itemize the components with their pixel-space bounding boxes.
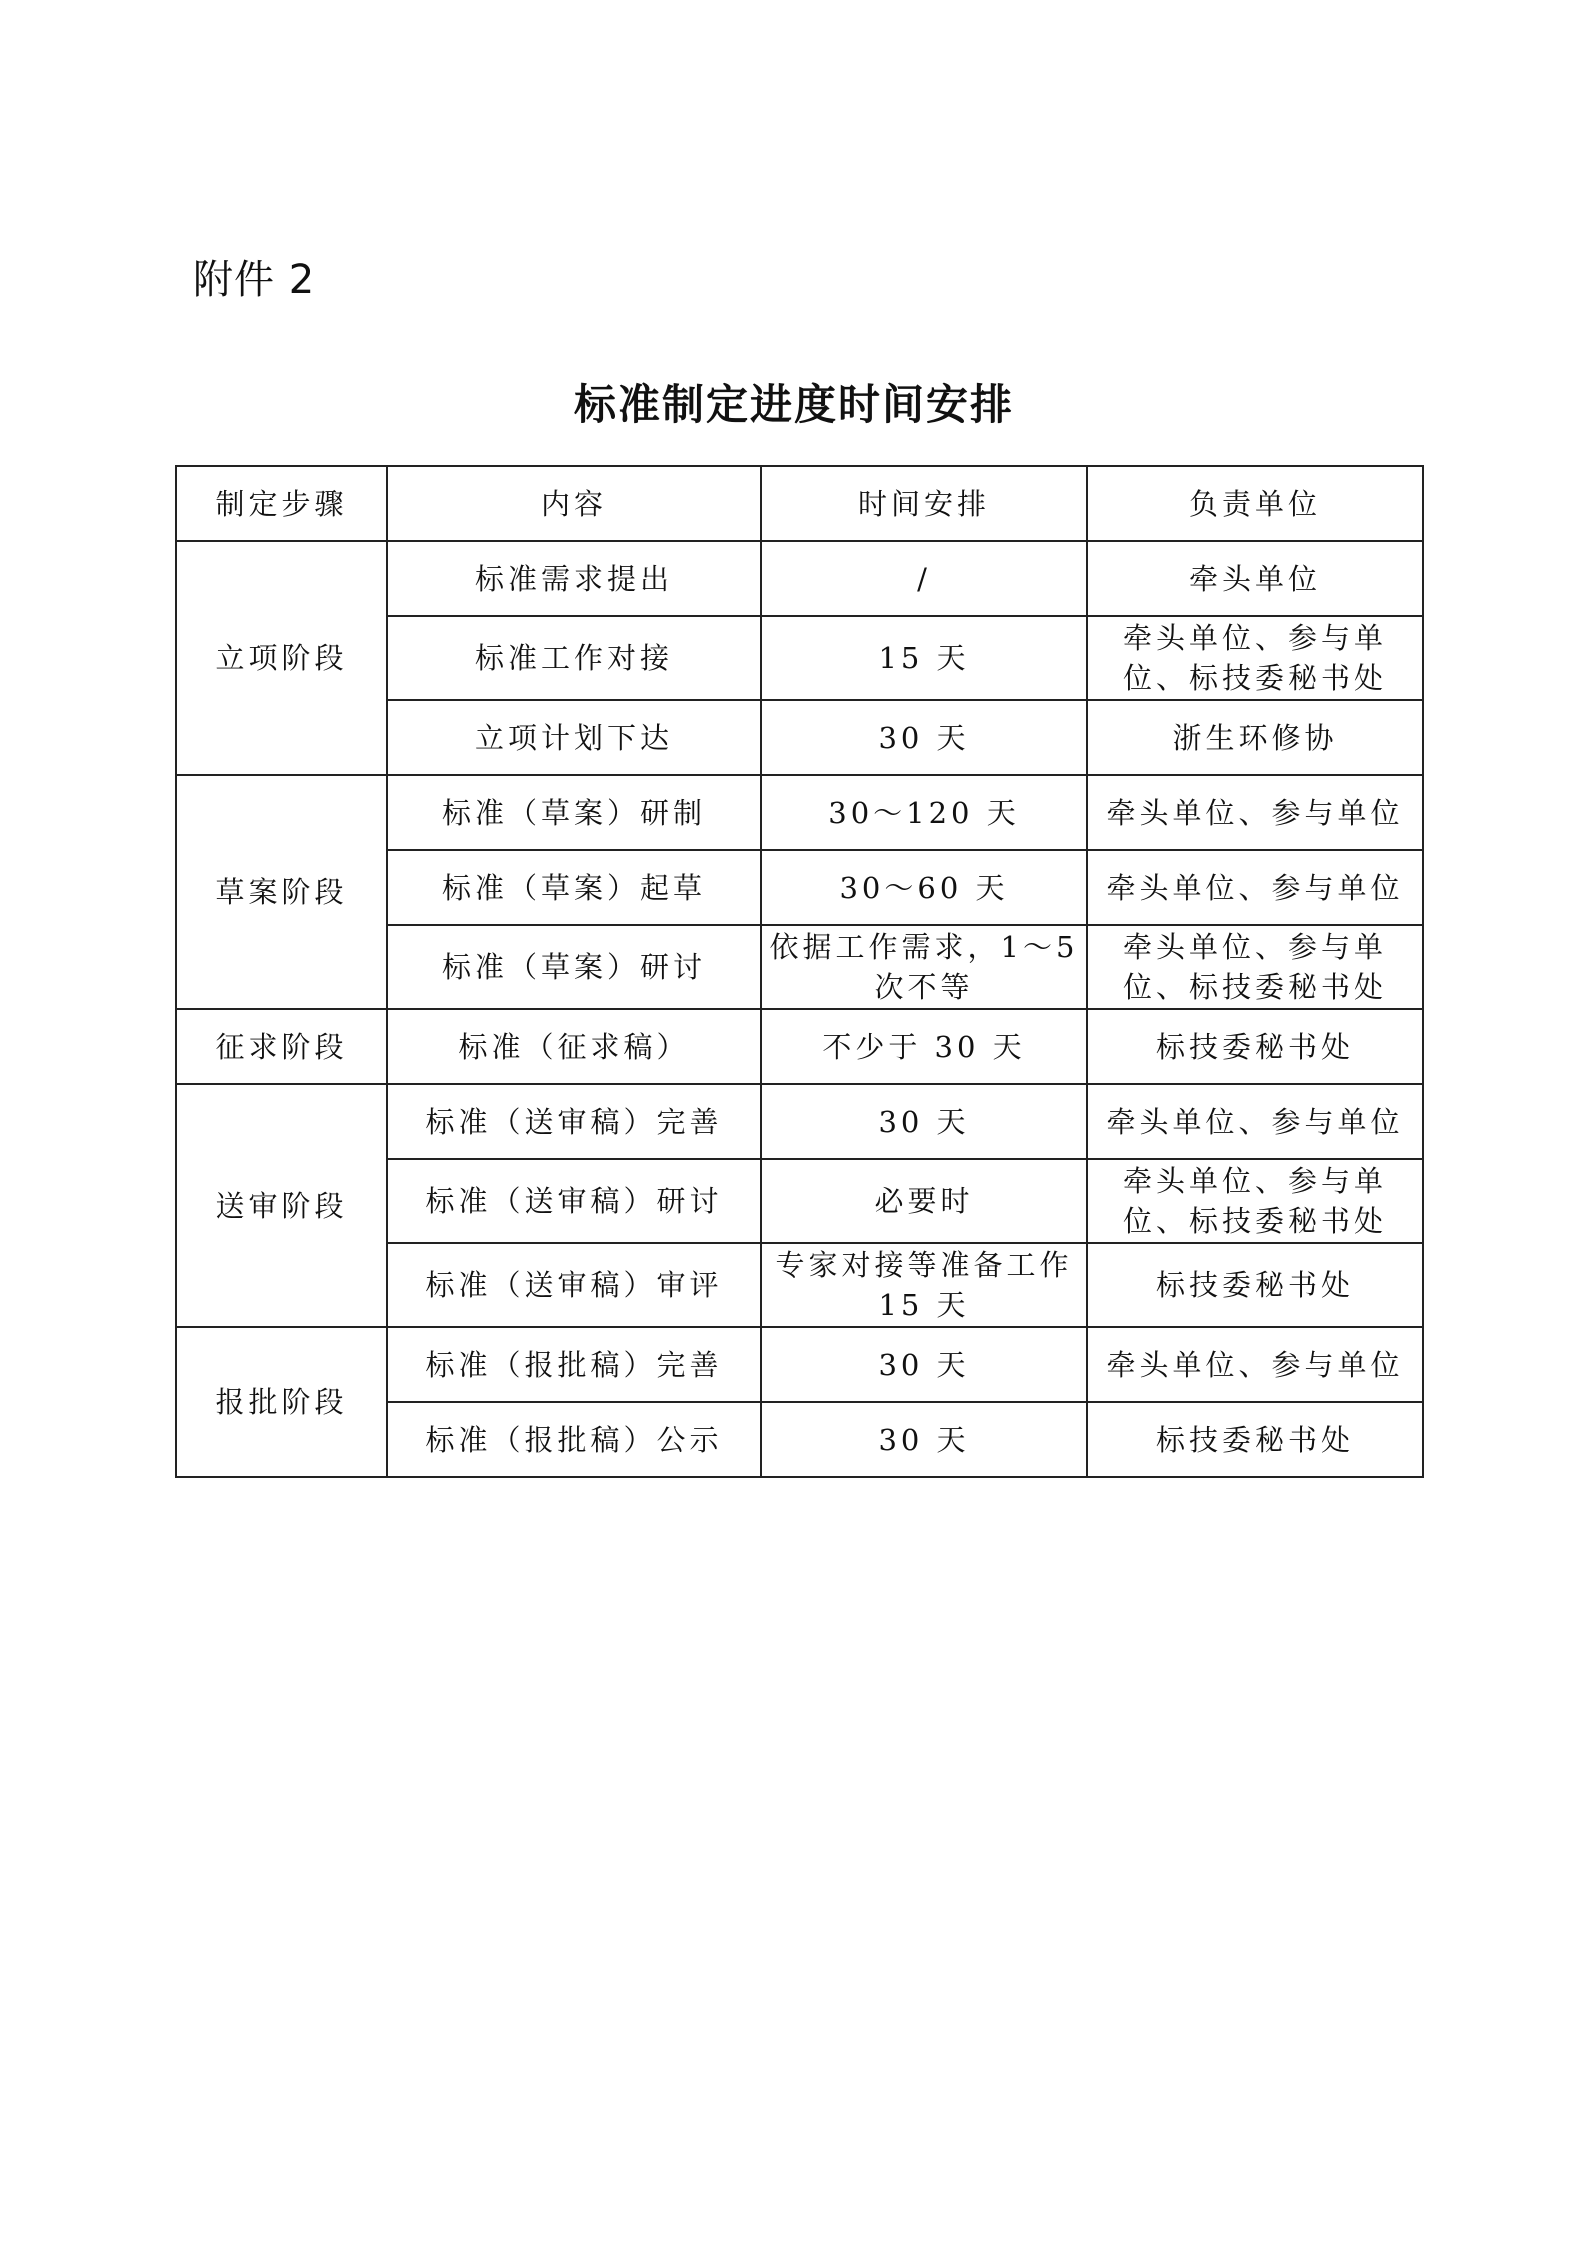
unit-cell: 牵头单位、参与单位、标技委秘书处 bbox=[1087, 616, 1423, 700]
unit-cell: 牵头单位、参与单位 bbox=[1087, 1084, 1423, 1159]
attachment-label: 附件 2 bbox=[193, 257, 316, 303]
unit-cell: 牵头单位 bbox=[1087, 541, 1423, 616]
time-cell: 30 天 bbox=[761, 1402, 1087, 1477]
time-cell: 30 天 bbox=[761, 1327, 1087, 1402]
table-row bbox=[176, 541, 1423, 616]
time-cell: 30～120 天 bbox=[761, 775, 1087, 850]
time-cell: 不少于 30 天 bbox=[761, 1009, 1087, 1084]
header-time: 时间安排 bbox=[761, 466, 1087, 541]
content-cell: 标准（草案）研讨 bbox=[387, 925, 761, 1009]
unit-cell: 浙生环修协 bbox=[1087, 700, 1423, 775]
unit-cell: 牵头单位、参与单位 bbox=[1087, 775, 1423, 850]
table-header-row bbox=[176, 466, 1423, 541]
table-row bbox=[176, 1009, 1423, 1084]
time-cell: 15 天 bbox=[761, 616, 1087, 700]
time-cell: 30 天 bbox=[761, 700, 1087, 775]
unit-cell: 牵头单位、参与单位、标技委秘书处 bbox=[1087, 925, 1423, 1009]
content-cell: 立项计划下达 bbox=[387, 700, 761, 775]
content-cell: 标准（报批稿）完善 bbox=[387, 1327, 761, 1402]
unit-cell: 牵头单位、参与单位 bbox=[1087, 1327, 1423, 1402]
stage-cell: 草案阶段 bbox=[176, 775, 387, 1009]
unit-cell: 标技委秘书处 bbox=[1087, 1402, 1423, 1477]
content-cell: 标准（草案）起草 bbox=[387, 850, 761, 925]
unit-cell: 标技委秘书处 bbox=[1087, 1243, 1423, 1327]
stage-cell: 报批阶段 bbox=[176, 1327, 387, 1477]
content-cell: 标准（送审稿）审评 bbox=[387, 1243, 761, 1327]
time-cell: 30～60 天 bbox=[761, 850, 1087, 925]
content-cell: 标准（征求稿） bbox=[387, 1009, 761, 1084]
time-cell: 30 天 bbox=[761, 1084, 1087, 1159]
table-row bbox=[176, 1327, 1423, 1402]
time-cell: 必要时 bbox=[761, 1159, 1087, 1243]
table-row bbox=[176, 1084, 1423, 1159]
content-cell: 标准需求提出 bbox=[387, 541, 761, 616]
schedule-table bbox=[175, 465, 1424, 1478]
table-row bbox=[176, 775, 1423, 850]
content-cell: 标准（送审稿）完善 bbox=[387, 1084, 761, 1159]
header-content: 内容 bbox=[387, 466, 761, 541]
content-cell: 标准（送审稿）研讨 bbox=[387, 1159, 761, 1243]
content-cell: 标准工作对接 bbox=[387, 616, 761, 700]
header-step: 制定步骤 bbox=[176, 466, 387, 541]
time-cell: 专家对接等准备工作15 天 bbox=[761, 1243, 1087, 1327]
stage-cell: 送审阶段 bbox=[176, 1084, 387, 1327]
time-cell: 依据工作需求，1～5次不等 bbox=[761, 925, 1087, 1009]
document-title: 标准制定进度时间安排 bbox=[573, 380, 1014, 429]
stage-cell: 征求阶段 bbox=[176, 1009, 387, 1084]
stage-cell: 立项阶段 bbox=[176, 541, 387, 775]
header-unit: 负责单位 bbox=[1087, 466, 1423, 541]
unit-cell: 牵头单位、参与单位 bbox=[1087, 850, 1423, 925]
unit-cell: 牵头单位、参与单位、标技委秘书处 bbox=[1087, 1159, 1423, 1243]
content-cell: 标准（草案）研制 bbox=[387, 775, 761, 850]
unit-cell: 标技委秘书处 bbox=[1087, 1009, 1423, 1084]
content-cell: 标准（报批稿）公示 bbox=[387, 1402, 761, 1477]
time-cell: / bbox=[761, 541, 1087, 616]
